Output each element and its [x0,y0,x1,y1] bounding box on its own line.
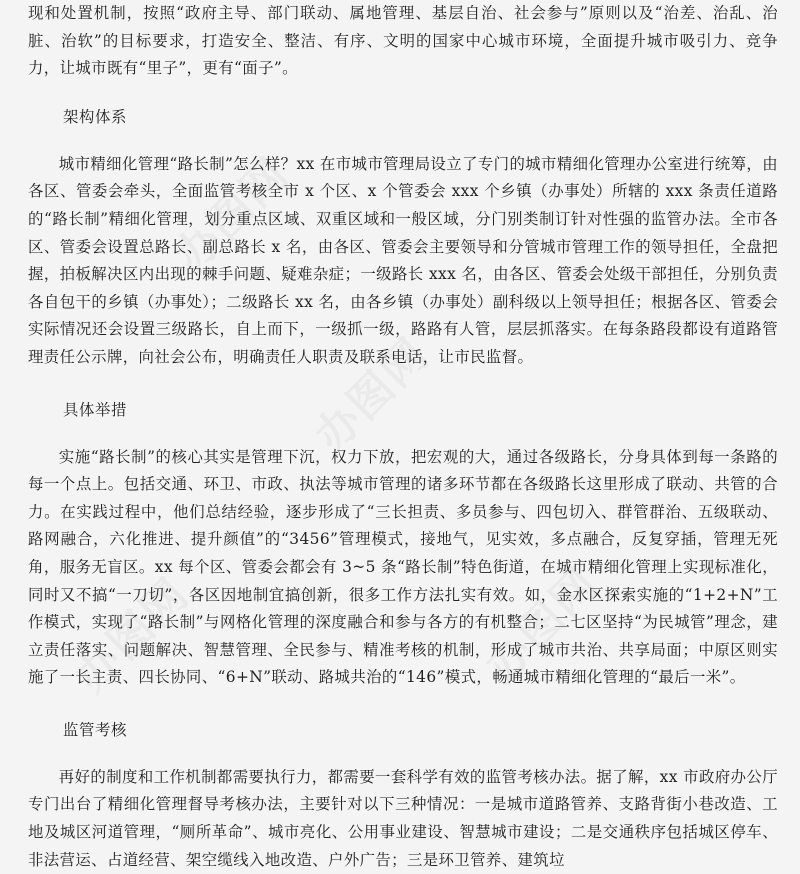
watermark: 办图网 [65,568,200,703]
section-paragraph-supervision: 再好的制度和工作机制都需要执行力，都需要一套科学有效的监管考核办法。据了解，xx 市政府办公厅专门出台了精细化管理督导考核办法，主要针对以下三种情况：一是城市道路管养、支路背街小巷改造、工地及城区河道管理，“厕所革命”、城市亮化、公用事业建设、智慧城市建设；二是交通秩序包括城区停车、非法营运、占道经营、架空缆线入地改造、户外广告；三是环卫管养、建筑垃 [28,767,778,869]
watermark: 办图网 [165,148,300,283]
section-paragraph-architecture: 城市精细化管理“路长制”怎么样？xx 在市城市管理局设立了专门的城市精细化管理办公室进行统筹，由各区、管委会牵头，全面监管考核全市 x 个区、x 个管委会 xxx 个乡镇（办事处）所辖的 xxx 条责任道路的“路长制”精细化管理，划分重点区域、双重区域和一般区域，分门别类制订针对性强的监管办法。全市各区、管委会设置总路长、副总路长 x 名，由各区、管委会主要领导和分管城市管理工作的领导担任，全盘把握，拍板解决区内出现的棘手问题、疑难杂症；一级路长 xxx 名，由各区、管委会处级干部担任，分别负责各自包干的乡镇（办事处）；二级路长 xx 名，由各乡镇（办事处）副科级以上领导担任；根据各区、管委会实际情况还会设置三级路长，自上而下，一级抓一级，路路有人管，层层抓落实。在每条路段都设有道路管理责任公示牌，向社会公布，明确责任人职责及联系电话，让市民监督。 [28,154,778,366]
section-paragraph-measures: 实施“路长制”的核心其实是管理下沉，权力下放，把宏观的大，通过各级路长，分身具体到每一条路的每一个点上。包括交通、环卫、市政、执法等城市管理的诸多环节都在各级路长这里形成了联动、共管的合力。在实践过程中，他们总结经验，逐步形成了“三长担责、多员参与、四包切入、群管群治、五级联动、路网融合，六化推进、提升颜值”的“3456”管理模式，接地气，见实效，多点融合，反复穿插，管理无死角，服务无盲区。xx 每个区、管委会都会有 3~5 条“路长制”特色街道，在城市精细化管理上实现标准化，同时又不搞“一刀切”，各区因地制宜搞创新，很多工作方法扎实有效。如，金水区探索实施的“1+2+N”工作模式，实现了“路长制”与网格化管理的深度融合和参与各方的有机整合；二七区坚持“为民城管”理念，建立责任落实、问题解决、智慧管理、全民参与、精准考核的机制，形成了城市共治、共享局面；中原区则实施了一长主责、四长协同、“6+N”联动、路城共治的“146”模式，畅通城市精细化管理的“最后一米”。 [28,447,778,687]
document-body [28,0,778,874]
intro-paragraph: 现和处置机制，按照“政府主导、部门联动、属地管理、基层自治、社会参与”原则以及“治差、治乱、治脏、治软”的目标要求，打造安全、整洁、有序、文明的国家中心城市环境，全面提升城市吸引力、竞争力，让城市既有“里子”，更有“面子”。 [28,4,778,78]
watermark: 办图网 [475,558,610,693]
section-heading-architecture: 架构体系 [63,107,127,126]
section-heading-measures: 具体举措 [63,400,127,419]
section-heading-supervision: 监管考核 [63,720,127,739]
watermark: 办图网 [305,328,440,463]
